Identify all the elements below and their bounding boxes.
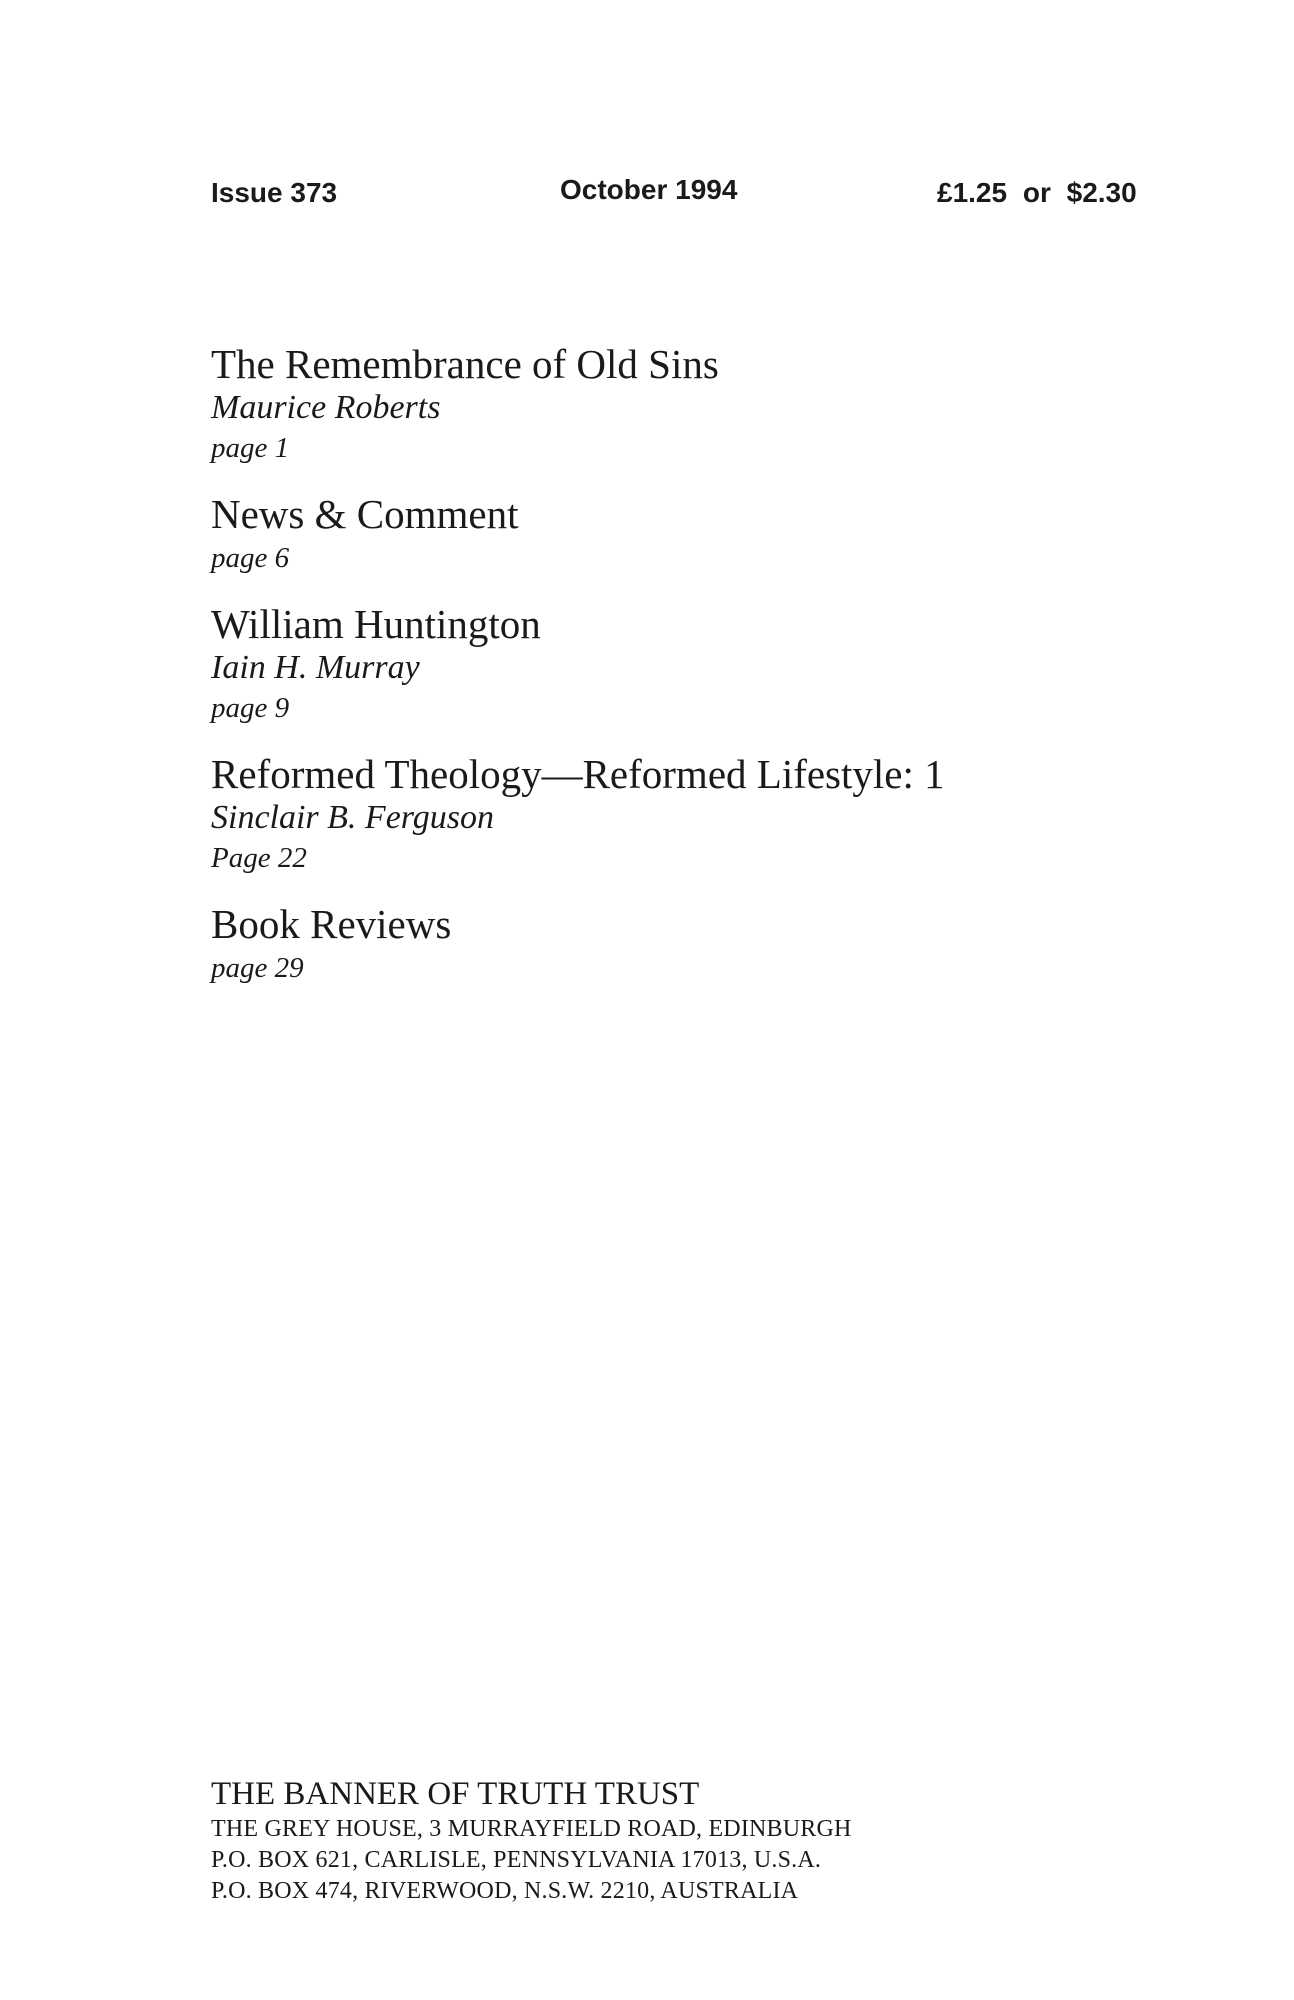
entry-page: Page 22 — [211, 842, 307, 874]
table-of-contents — [211, 340, 1211, 1010]
contents-entry — [211, 490, 1211, 578]
entry-author: Iain H. Murray — [211, 649, 420, 686]
address-line: THE GREY HOUSE, 3 MURRAYFIELD ROAD, EDINBURGH — [211, 1816, 852, 1842]
entry-title: Reformed Theology—Reformed Lifestyle: 1 — [211, 751, 945, 797]
publisher-name: THE BANNER OF TRUTH TRUST — [211, 1776, 700, 1812]
issue-price: £1.25 or $2.30 — [937, 177, 1137, 208]
entry-title: The Remembrance of Old Sins — [211, 341, 719, 387]
entry-author: Sinclair B. Ferguson — [211, 799, 494, 836]
contents-entry — [211, 600, 1211, 728]
contents-entry — [211, 340, 1211, 468]
address-line: P.O. BOX 621, CARLISLE, PENNSYLVANIA 17013, U.S.A. — [211, 1847, 822, 1873]
entry-title: William Huntington — [211, 601, 541, 647]
issue-number: Issue 373 — [211, 177, 338, 208]
entry-page: page 29 — [211, 952, 304, 984]
address-line: P.O. BOX 474, RIVERWOOD, N.S.W. 2210, AUSTRALIA — [211, 1878, 799, 1904]
contents-entry — [211, 900, 1211, 988]
publisher-footer — [211, 1774, 1211, 1907]
entry-page: page 1 — [211, 432, 290, 464]
entry-author: Maurice Roberts — [211, 389, 441, 426]
issue-date: October 1994 — [560, 174, 738, 205]
contents-entry — [211, 750, 1211, 878]
entry-page: page 6 — [211, 542, 290, 574]
entry-title: News & Comment — [211, 491, 519, 537]
issue-header — [0, 174, 1294, 214]
entry-page: page 9 — [211, 692, 290, 724]
entry-title: Book Reviews — [211, 901, 452, 947]
